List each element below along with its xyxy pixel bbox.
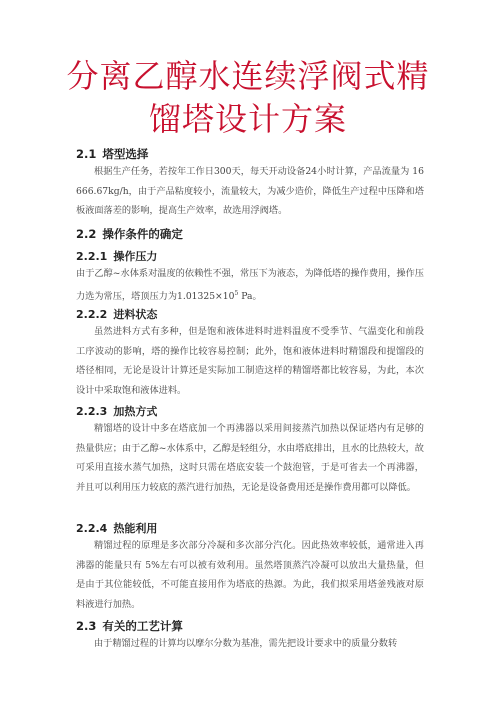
section-number: 2.3: [76, 619, 97, 633]
section-heading-2-2-1: [76, 248, 157, 264]
section-title: 进料状态: [113, 308, 158, 321]
section-title: 有关的工艺计算: [102, 619, 183, 633]
section-title: 加热方式: [113, 405, 158, 418]
paragraph-unit: Pa。: [238, 290, 262, 302]
exponent: 5: [234, 289, 239, 297]
paragraph-text: 由于乙醇~水体系对温度的依赖性不强，常压下为液态，为降低塔的操作费用，操作压力选为常压，塔顶压力为1.01325×10: [76, 268, 424, 302]
section-paragraph-2-2-4: 精馏过程的原理是多次部分冷凝和多次部分汽化。因此热效率较低，通常进入再沸器的能量只有 5%左右可以被有效利用。虽然塔顶蒸汽冷凝可以放出大量热量，但是由于其位能较低，不可能直接用作为塔底的热源。为此，我们拟采用塔釜残液对原料液进行加热。: [76, 540, 424, 610]
section-heading-2-2-2: [76, 306, 157, 322]
section-heading-2-3: [76, 618, 183, 634]
section-paragraph-2-3: 由于精馏过程的计算均以摩尔分数为基准，需先把设计要求中的质量分数转: [94, 638, 398, 649]
section-title: 热能利用: [113, 522, 158, 535]
section-heading-2-2: [76, 226, 183, 242]
document-title-line-1: 分离乙醇水连续浮阀式精: [66, 57, 430, 95]
section-number: 2.2.3: [76, 405, 108, 418]
section-number: 2.2.2: [76, 308, 108, 321]
section-number: 2.2: [76, 227, 97, 241]
section-paragraph-2-1: 根据生产任务，若按年工作日300天，每天开动设备24小时计算，产品流量为 16666.67kg/h，由于产品粘度较小，流量较大，为减少造价，降低生产过程中压降和塔板液面落差的影响，提高生产效率，故选用浮阀塔。: [76, 166, 424, 216]
section-heading-2-1: [76, 146, 148, 162]
section-number: 2.2.1: [76, 250, 108, 263]
section-title: 操作压力: [113, 250, 158, 263]
section-heading-2-2-4: [76, 520, 157, 536]
section-title: 塔型选择: [102, 147, 149, 161]
section-paragraph-2-2-1: [76, 264, 424, 306]
section-paragraph-2-2-3: 精馏塔的设计中多在塔底加一个再沸器以采用间接蒸汽加热以保证塔内有足够的热量供应；由于乙醇~水体系中，乙醇是轻组分，水由塔底排出，且水的比热较大，故可采用直接水蒸气加热，这时只需在塔底安装一个鼓泡管，于是可省去一个再沸器，并且可以利用压力较底的蒸汽进行加热，无论是设备费用还是操作费用都可以降低。: [76, 423, 424, 493]
section-number: 2.1: [76, 147, 97, 161]
section-number: 2.2.4: [76, 522, 108, 535]
section-heading-2-2-3: [76, 403, 157, 419]
section-paragraph-2-2-2: 虽然进料方式有多种，但是饱和液体进料时进料温度不受季节、气温变化和前段工序波动的影响，塔的操作比较容易控制；此外，饱和液体进料时精馏段和提馏段的塔径相同，无论是设计计算还是实际加工制造这样的精馏塔都比较容易，为此，本次设计中采取饱和液体进料。: [76, 326, 424, 396]
document-title-line-2: 馏塔设计方案: [148, 100, 347, 138]
section-title: 操作条件的确定: [102, 227, 183, 241]
